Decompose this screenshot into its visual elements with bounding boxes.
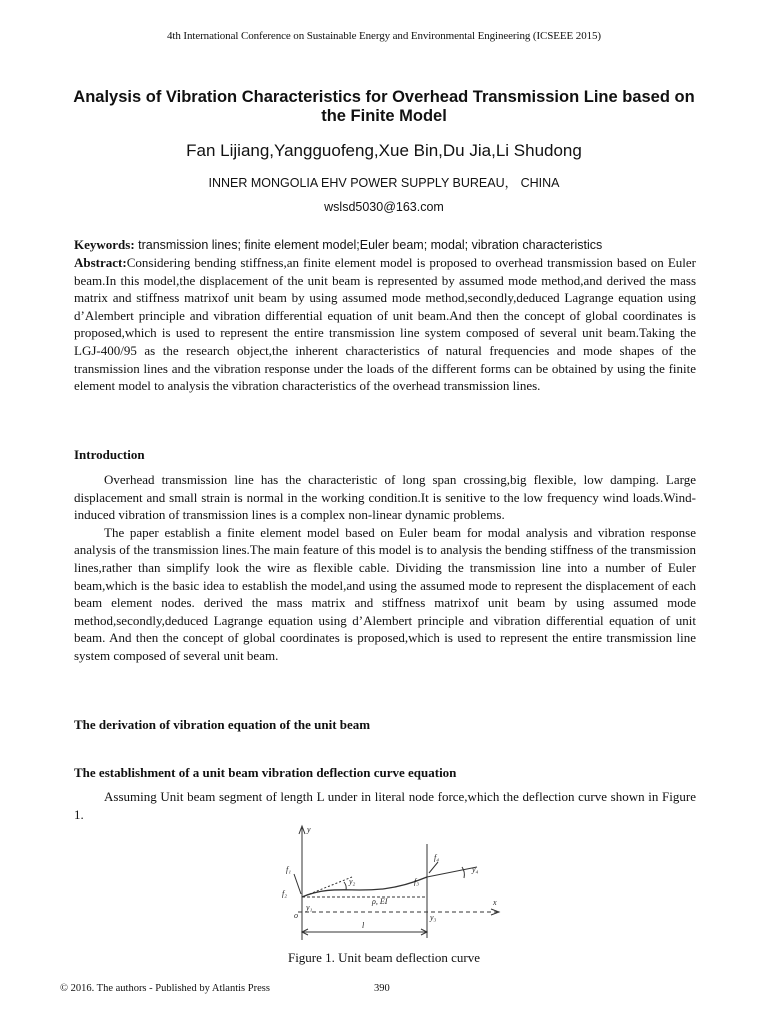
figure-label-props: ρ, EI [372,897,388,906]
force-f1-arrow [294,874,301,894]
deflection-curve [302,877,427,897]
section-heading-derivation: The derivation of vibration equation of the unit beam [74,717,371,732]
figure-label-y4: y₄ [472,865,479,874]
left-rotation-arc [344,882,346,890]
left-tangent-line [302,877,352,897]
establishment-paragraph-1: Assuming Unit beam segment of length L under in literal node force,which the deflection curve shown in Figure 1. [74,789,696,822]
footer-copyright: © 2016. The authors - Published by Atlantis Press [60,983,270,994]
right-rotation-arc [462,867,464,878]
figure-label-length: l [362,921,365,930]
figure-label-f3: f₃ [414,877,420,886]
introduction-paragraph-1: Overhead transmission line has the characteristic of long span crossing,big flexible, low damping. Large displacement and small strain is normal in the working condition.It is senitive to the low frequency wind loads.Wind-induced vibration of transmission lines is a complex non-linear dynamic problems. [74,472,696,523]
figure-label-f2: f₂ [282,889,288,898]
abstract-text: Considering bending stiffness,an finite element model is proposed to overhead transmission based on Euler beam.In this model,the displacement of the unit beam is represented by assumed mode method,and derived the mass matrix and stiffness matrixof unit beam by using assumed mode method,secondly,deduced Lagrange equation using d’Alembert principle and vibration differential equation of unit beam.And then the concept of global coordinates is proposed,which is used to represent the entire transmission line system composed of several unit beam.Taking the LGJ-400/95 as the research object,the inherent characteristics of natural frequencies and mode shapes of the transmission lines and the vibration response under the loads of the different forms can be obtained by using the finite element model to analysis the vibration characteristics of the overhead transmission lines. [74,255,696,394]
right-tangent-line [427,867,477,877]
keywords [74,236,696,255]
keywords-label: Keywords: [74,237,135,252]
figure-label-origin: o [294,911,298,920]
paper-affiliation: INNER MONGOLIA EHV POWER SUPPLY BUREAU， CHINA [208,176,560,190]
abstract-label: Abstract: [74,255,127,270]
establishment-body [74,788,696,823]
section-heading-introduction: Introduction [74,447,145,462]
figure-label-y1: y₁ [306,903,313,912]
figure-label-x-axis: x [493,898,497,907]
conference-header: 4th International Conference on Sustainable Energy and Environmental Engineering (ICSEEE 2015) [167,30,601,42]
figure-label-y3: y₃ [430,913,437,922]
figure-1-caption: Figure 1. Unit beam deflection curve [287,950,481,965]
figure-1-beam-deflection-diagram [272,822,510,942]
paper-authors: Fan Lijiang,Yangguofeng,Xue Bin,Du Jia,Li Shudong [186,141,582,160]
force-f4-arrow [429,862,438,873]
paper-title: Analysis of Vibration Characteristics for Overhead Transmission Line based on the Finite Model [73,88,695,125]
figure-label-y2: y₂ [349,877,356,886]
author-email[interactable]: wslsd5030@163.com [324,200,444,214]
figure-label-f1: f₁ [286,865,292,874]
page-number: 390 [374,983,390,994]
subsection-heading-establishment: The establishment of a unit beam vibration deflection curve equation [74,765,457,780]
figure-label-y-axis: y [307,825,311,834]
introduction-body [74,471,696,665]
introduction-paragraph-2: The paper establish a finite element model based on Euler beam for modal analysis and vibration response analysis of the transmission lines.The main feature of this model is to analysis the bending stiffness of the transmission lines,rather than simplify look the wire as flexible cable. Dividing the transmission line into a number of Euler beam,which is the basic idea to establish the model,and using the assumed mode to represent the displacement of each beam element nodes. derived the mass matrix and stiffness matrixof unit beam by using assumed mode method,secondly,deduced Lagrange equation using d’Alembert principle and vibration differential equation of unit beam. And then the concept of global coordinates is proposed,which is used to represent the entire transmission line system composed of several unit beam. [74,524,696,663]
figure-label-f4: f₄ [434,853,440,862]
abstract [74,254,696,395]
keywords-text: transmission lines; finite element model;Euler beam; modal; vibration characteristics [134,238,603,252]
